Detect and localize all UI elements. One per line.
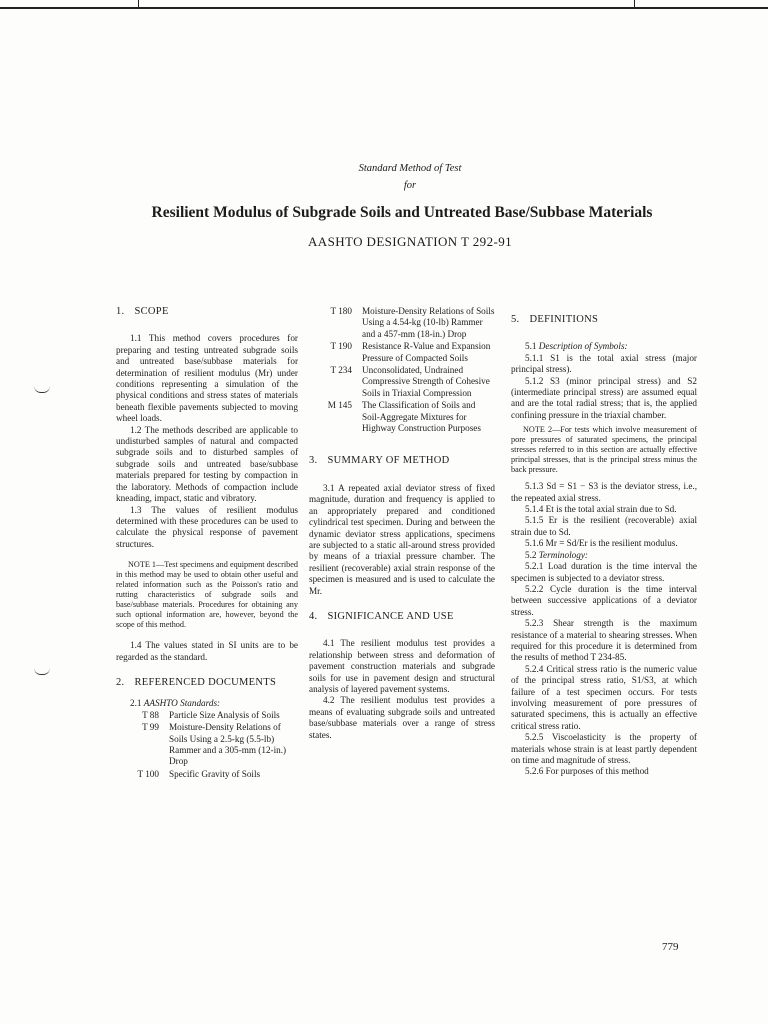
reference-desc: Moisture-Density Relations of Soils Using a 4.54-kg (10-lb) Rammer and a 457-mm (18-in.) Drop [362,306,495,339]
reference-item [309,306,495,340]
heading-text: REFERENCED DOCUMENTS [134,676,277,688]
heading-text: SUMMARY OF METHOD [327,455,450,467]
note-2: NOTE 2—For tests which involve measurement of pore pressures of saturated specimens, the principal stresses referred to in this section are actually effective principal stresses, that is the principal stress minus the back pressure. [511,425,697,475]
paragraph-5-1-3: 5.1.3 Sd = S1 − S3 is the deviator stress, i.e., the repeated axial stress. [511,481,697,503]
symbols-label [511,341,697,352]
standards-label [116,698,298,709]
paragraph-5-1-6: 5.1.6 Mr = Sd/Er is the resilient modulus. [525,538,678,549]
paragraph-4-2: 4.2 The resilient modulus test provides a means of evaluating subgrade soils and untreated base/subbase materials over a range of stress states. [309,695,495,740]
heading-text: DEFINITIONS [529,314,599,325]
paragraph-1-4: 1.4 The values stated in SI units are to be regarded as the standard. [116,640,298,662]
reference-code: T 99 [142,722,159,733]
reference-item [309,365,495,399]
section-heading-definitions [511,314,697,325]
heading-text: SCOPE [134,306,169,317]
paragraph-5-2-6: 5.2.6 For purposes of this method [525,766,649,777]
page-number: 779 [662,941,679,953]
label-number: 5.1 [525,341,537,352]
section-heading-significance [309,611,495,622]
column-3 [511,306,697,778]
reference-item [116,710,298,721]
margin-mark [34,386,50,393]
heading-number: 4. [309,610,318,622]
label-number: 5.2 [525,549,537,560]
reference-desc: The Classification of Soils and Soil-Aggregate Mixtures for Highway Construction Purposes [362,400,481,434]
paragraph-5-1-2: 5.1.2 S3 (minor principal stress) and S2 (intermediate principal stress) are assumed equal and are the total radial stress; that is, the applied confining pressure in the triaxial chamber. [511,375,697,420]
reference-code: T 88 [142,709,159,720]
paragraph-5-2-1: 5.2.1 Load duration is the time interval the specimen is subjected to a deviator stress. [511,561,697,583]
reference-code: T 100 [137,768,159,779]
reference-code: T 190 [330,341,352,352]
reference-desc: Unconsolidated, Undrained Compressive Strength of Cohesive Soils in Triaxial Compression [362,365,490,398]
paragraph-5-2-5: 5.2.5 Viscoelasticity is the property of materials whose strain is at least partly dependent on time and magnitude of stress. [511,732,697,765]
note-1: NOTE 1—Test specimens and equipment described in this method may be used to obtain other useful and related information such as the Poisson's ratio and rutting characteristics of subgrade soils and base/subbase materials. Procedures for obtaining any such optional information are, however, beyond the scope of this method. [116,560,298,630]
margin-mark [34,668,50,675]
reference-code: M 145 [327,400,352,411]
heading-number: 1. [116,306,125,317]
paragraph-5-2-3: 5.2.3 Shear strength is the maximum resistance of a material to shearing stresses. When required for this procedure it is determined from the results of method T 234-85. [511,618,697,663]
rule-tick [634,0,635,7]
paragraph-1-3: 1.3 The values of resilient modulus determined with these procedures can be used to calculate the physical response of pavement structures. [116,504,298,549]
terminology-label [511,550,697,561]
paragraph-1-2: 1.2 The methods described are applicable to undisturbed samples of natural and compacted subgrade soils and to disturbed samples of subgrade soils and untreated base/subbase materials prepared for testing by compaction in the laboratory. Methods of compaction include kneading, impact, static and vibratory. [116,424,298,504]
paragraph-5-2-4: 5.2.4 Critical stress ratio is the numeric value of the principal stress ratio, S1/S3, at which failure of a test specimen occurs. For tests involving measurement of pore pressures of saturated specimens, this is actually an effective critical stress ratio. [511,663,697,731]
reference-desc: Moisture-Density Relations of Soils Using a 2.5-kg (5.5-lb) Rammer and a 305-mm (12-in.) Drop [169,722,287,767]
subtitle-line2: for [403,180,417,191]
paragraph-1-1: 1.1 This method covers procedures for preparing and testing untreated subgrade soils and untreated base/subbase materials for determination of resilient modulus (Mr) under conditions representing a simulation of the physical conditions and stress states of materials beneath flexible pavements subjected to moving wheel loads. [116,333,298,424]
paragraph-5-1-5: 5.1.5 Er is the resilient (recoverable) axial strain due to Sd. [511,515,697,537]
subtitle-line1: Standard Method of Test [358,163,462,174]
section-heading-scope [116,306,298,317]
document-title: Resilient Modulus of Subgrade Soils and Untreated Base/Subbase Materials [151,204,653,221]
reference-item [309,400,495,434]
reference-item [116,769,298,780]
reference-desc: Particle Size Analysis of Soils [169,709,280,720]
rule-tick [138,0,139,7]
designation: AASHTO DESIGNATION T 292-91 [308,234,512,249]
paragraph-3-1: 3.1 A repeated axial deviator stress of fixed magnitude, duration and frequency is applied to an appropriately prepared and conditioned cylindrical test specimen. During and between the dynamic deviator stress applications, specimens are subjected to a static all-around stress provided by means of a triaxial pressure chamber. The resilient (recoverable) axial strain response of the specimen is measured and is used to calculate the Mr. [309,482,495,596]
reference-item [309,341,495,364]
heading-number: 5. [511,314,520,325]
label-text: Description of Symbols: [538,341,628,352]
reference-desc: Resistance R-Value and Expansion Pressure of Compacted Soils [362,341,491,363]
column-2 [309,306,495,741]
paragraph-5-1-1: 5.1.1 S1 is the total axial stress (major principal stress). [511,352,697,375]
heading-number: 2. [116,676,125,688]
section-heading-summary [309,455,495,466]
top-rule [0,7,768,9]
label-number: 2.1 [130,698,142,709]
paragraph-5-1-4: 5.1.4 Et is the total axial strain due to Sd. [525,504,677,515]
label-text: Terminology: [538,549,588,560]
heading-text: SIGNIFICANCE AND USE [327,610,454,622]
column-1 [116,306,298,781]
reference-code: T 180 [330,306,352,316]
paragraph-4-1: 4.1 The resilient modulus test provides a relationship between stress and deformation of pavement construction materials and subgrade soils for use in pavement design and structural analysis of layered pavement systems. [309,638,495,694]
label-text: AASHTO Standards: [143,698,221,709]
reference-item [116,722,298,768]
reference-desc: Specific Gravity of Soils [169,768,261,779]
reference-code: T 234 [330,365,352,376]
paragraph-5-2-2: 5.2.2 Cycle duration is the time interval between successive applications of a deviator stress. [511,583,697,617]
heading-number: 3. [309,455,318,467]
section-heading-referenced [116,677,298,688]
